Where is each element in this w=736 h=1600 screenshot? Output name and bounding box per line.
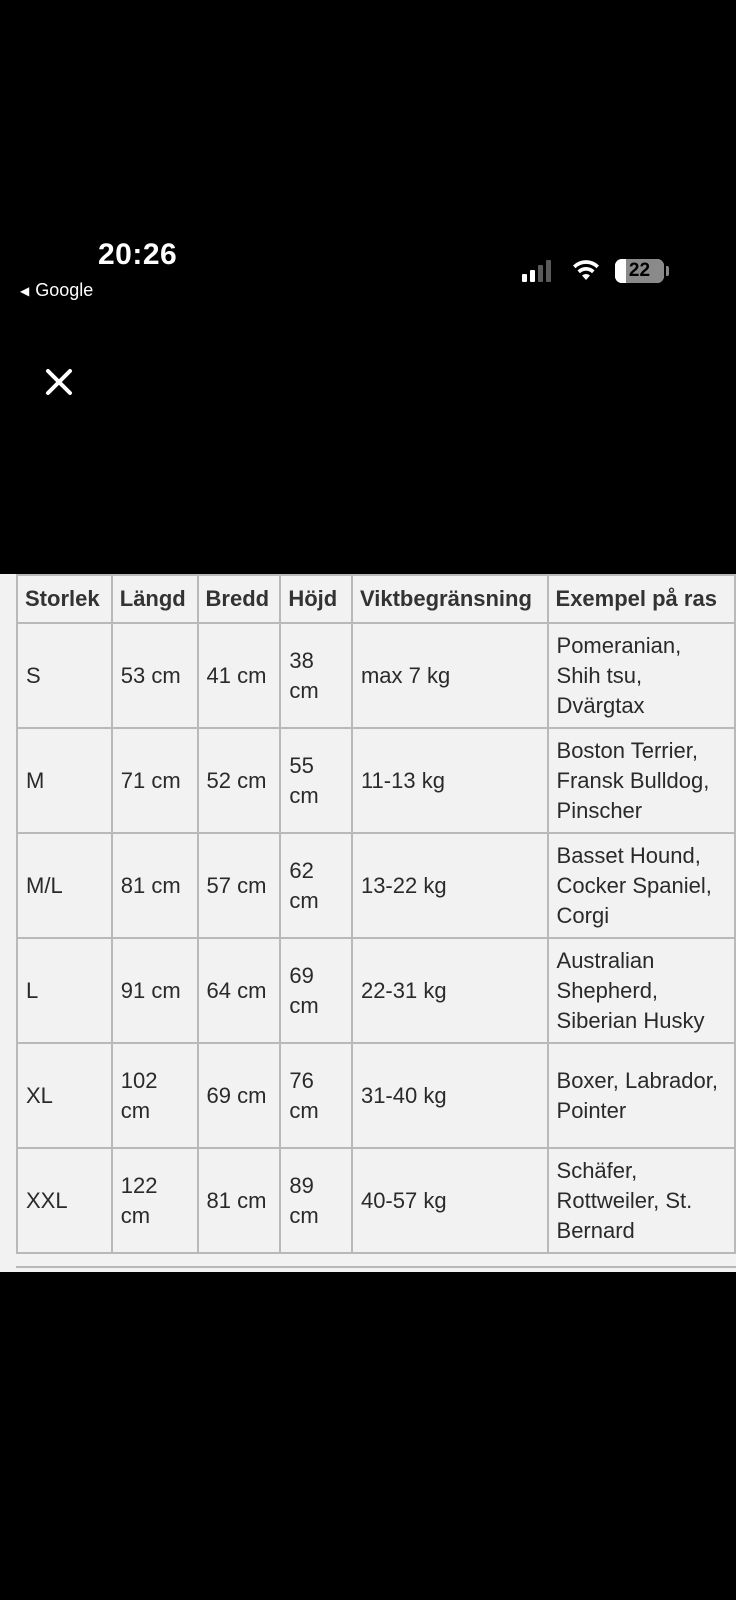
header-breed-example: Exempel på ras: [548, 575, 735, 623]
size-cell: L: [17, 938, 112, 1043]
back-to-google-link[interactable]: [20, 280, 93, 301]
width-cell: 41 cm: [198, 623, 281, 728]
length-cell: 122 cm: [112, 1148, 198, 1253]
table-header-row: [17, 575, 735, 623]
width-cell: 64 cm: [198, 938, 281, 1043]
width-cell: 69 cm: [198, 1043, 281, 1148]
table-row: [17, 833, 735, 938]
length-cell: 81 cm: [112, 833, 198, 938]
back-triangle-icon: ◀: [20, 283, 30, 298]
header-height: Höjd: [280, 575, 352, 623]
height-cell: 62 cm: [280, 833, 352, 938]
weight-limit-cell: 40-57 kg: [352, 1148, 548, 1253]
width-cell: 57 cm: [198, 833, 281, 938]
size-cell: XL: [17, 1043, 112, 1148]
width-cell: 52 cm: [198, 728, 281, 833]
length-cell: 53 cm: [112, 623, 198, 728]
length-cell: 91 cm: [112, 938, 198, 1043]
height-cell: 69 cm: [280, 938, 352, 1043]
back-link-label: Google: [35, 280, 94, 300]
height-cell: 55 cm: [280, 728, 352, 833]
breed-cell: Boston Terrier, Fransk Bulldog, Pinscher: [548, 728, 735, 833]
size-chart-image: [0, 574, 736, 1272]
cellular-signal-icon: [522, 258, 551, 282]
size-cell: M: [17, 728, 112, 833]
table-row: [17, 728, 735, 833]
header-width: Bredd: [198, 575, 281, 623]
breed-cell: Pomeranian, Shih tsu, Dvärgtax: [548, 623, 735, 728]
breed-cell: Australian Shepherd, Siberian Husky: [548, 938, 735, 1043]
weight-limit-cell: 31-40 kg: [352, 1043, 548, 1148]
breed-cell: Schäfer, Rottweiler, St. Bernard: [548, 1148, 735, 1253]
status-time: 20:26: [98, 238, 178, 271]
length-cell: 71 cm: [112, 728, 198, 833]
size-table: [16, 574, 736, 1254]
breed-cell: Basset Hound, Cocker Spaniel, Corgi: [548, 833, 735, 938]
height-cell: 89 cm: [280, 1148, 352, 1253]
table-row: [17, 1148, 735, 1253]
table-bottom-border: [16, 1266, 736, 1268]
width-cell: 81 cm: [198, 1148, 281, 1253]
size-cell: S: [17, 623, 112, 728]
table-row: [17, 623, 735, 728]
height-cell: 38 cm: [280, 623, 352, 728]
wifi-icon: [570, 256, 602, 282]
size-cell: XXL: [17, 1148, 112, 1253]
header-size: Storlek: [17, 575, 112, 623]
header-length: Längd: [112, 575, 198, 623]
table-row: [17, 1043, 735, 1148]
weight-limit-cell: max 7 kg: [352, 623, 548, 728]
close-icon[interactable]: [42, 365, 76, 399]
breed-cell: Boxer, Labrador, Pointer: [548, 1043, 735, 1148]
height-cell: 76 cm: [280, 1043, 352, 1148]
header-weight-limit: Viktbegränsning: [352, 575, 548, 623]
battery-nub: [666, 266, 669, 276]
length-cell: 102 cm: [112, 1043, 198, 1148]
size-cell: M/L: [17, 833, 112, 938]
table-row: [17, 938, 735, 1043]
weight-limit-cell: 11-13 kg: [352, 728, 548, 833]
battery-percentage: 22: [628, 260, 651, 281]
weight-limit-cell: 22-31 kg: [352, 938, 548, 1043]
weight-limit-cell: 13-22 kg: [352, 833, 548, 938]
battery-icon: [615, 259, 664, 283]
